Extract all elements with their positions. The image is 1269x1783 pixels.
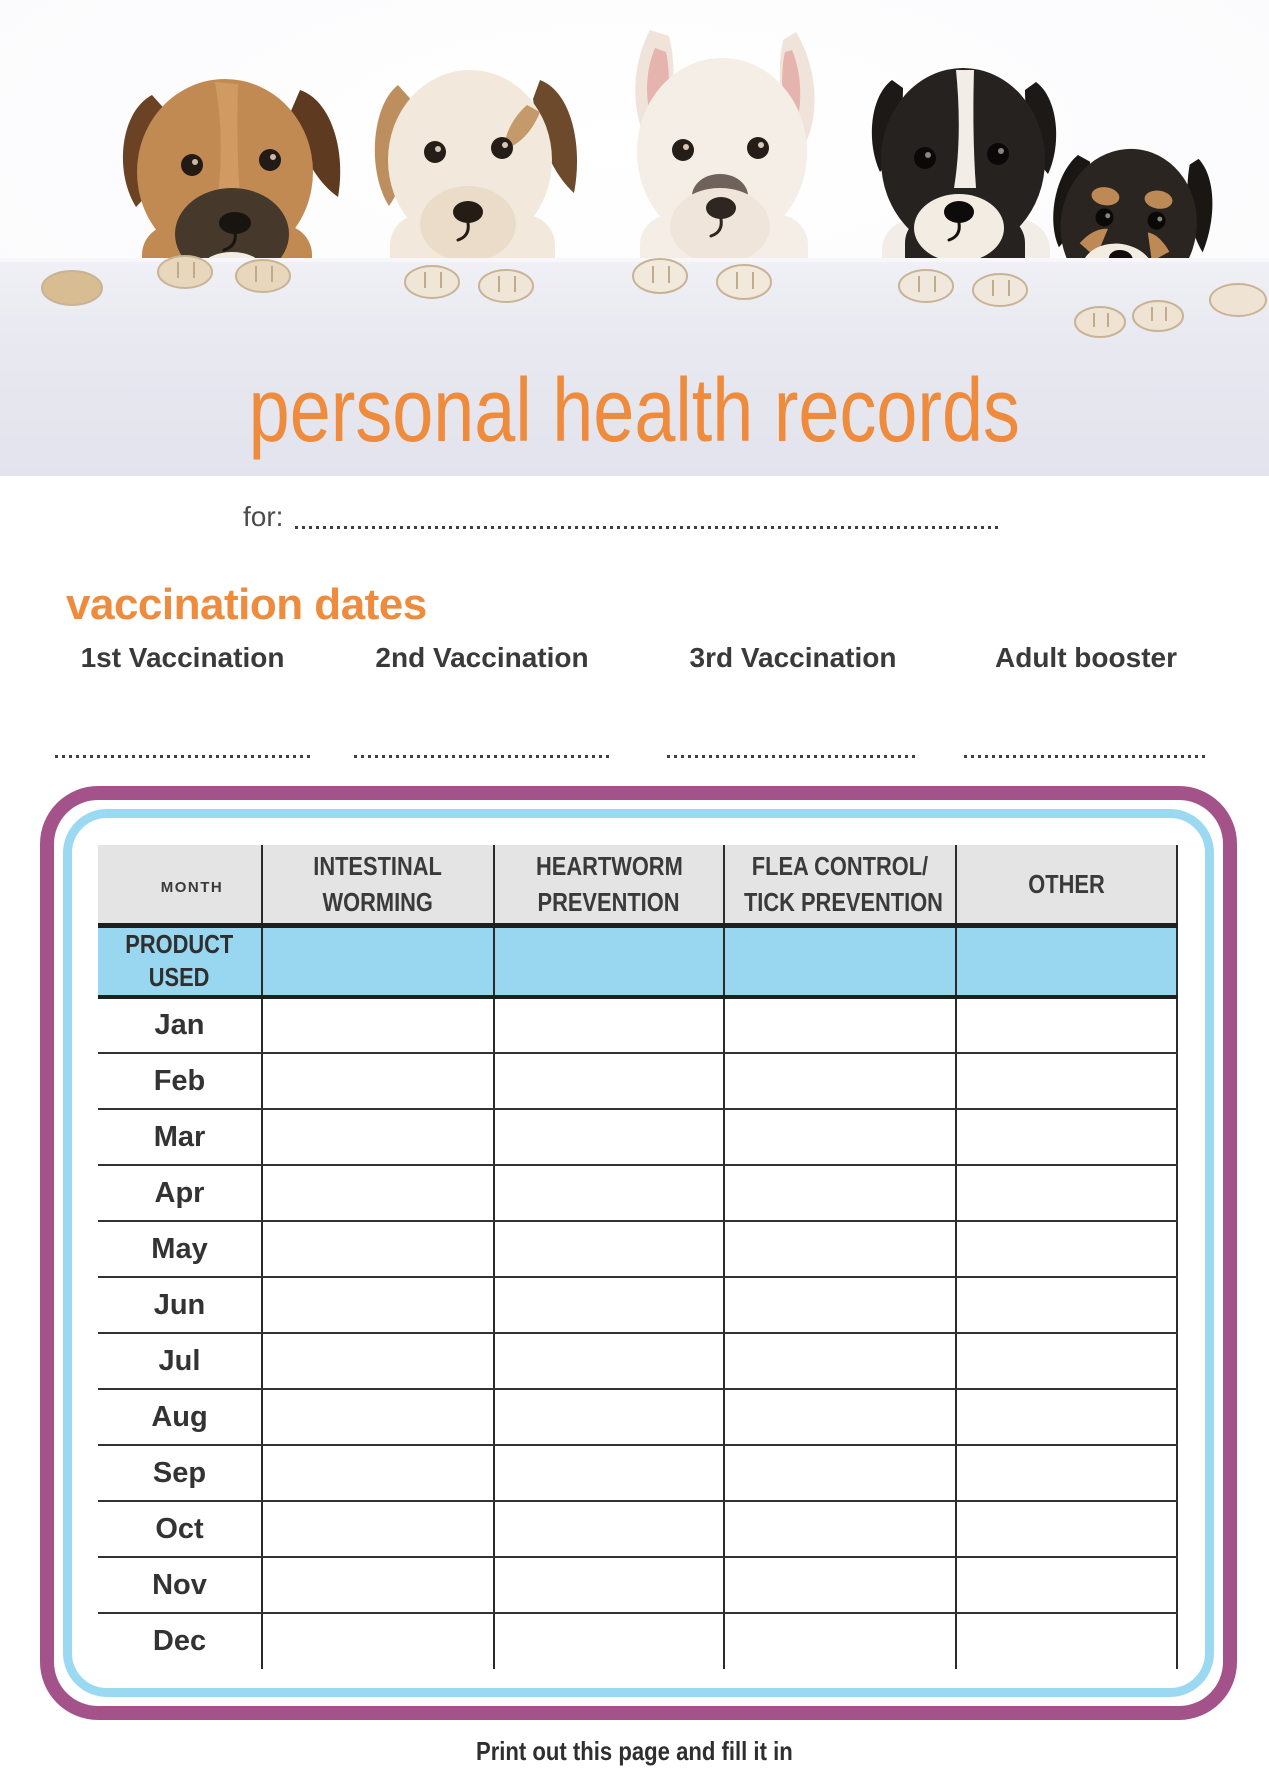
table-row-oct [98, 1501, 1177, 1557]
record-cell [494, 1389, 724, 1445]
record-cell [262, 1389, 494, 1445]
footer-instruction: Print out this page and fill it in [476, 1736, 793, 1766]
owner-line [243, 500, 1001, 534]
record-cell [494, 1221, 724, 1277]
month-label: Oct [98, 1501, 262, 1557]
record-cell [956, 1333, 1177, 1389]
month-column-header: MONTH [98, 845, 262, 925]
record-cell [494, 1557, 724, 1613]
record-cell [956, 1109, 1177, 1165]
record-cell [956, 1053, 1177, 1109]
table-row-nov [98, 1557, 1177, 1613]
table-row-feb [98, 1053, 1177, 1109]
vaccination-col-2 [354, 642, 610, 758]
month-label: Nov [98, 1557, 262, 1613]
record-cell [724, 1221, 956, 1277]
month-label: Mar [98, 1109, 262, 1165]
record-cell [956, 1613, 1177, 1669]
record-cell [262, 1165, 494, 1221]
record-cell [494, 1165, 724, 1221]
record-cell [262, 1277, 494, 1333]
record-cell [262, 1221, 494, 1277]
vaccination-fill-line-1 [55, 755, 310, 758]
record-cell [262, 1501, 494, 1557]
table-row-jul [98, 1333, 1177, 1389]
vaccination-label-1: 1st Vaccination [80, 642, 285, 673]
table-row-may [98, 1221, 1177, 1277]
record-cell [494, 1445, 724, 1501]
product-used-row [98, 925, 1177, 997]
vaccination-col-3 [667, 642, 919, 758]
record-cell [494, 1613, 724, 1669]
record-cell [956, 1389, 1177, 1445]
vaccination-fill-line-2 [354, 755, 610, 758]
record-cell [956, 1221, 1177, 1277]
page-title: personal health records [248, 361, 1021, 461]
record-cell [494, 1501, 724, 1557]
table-row-mar [98, 1109, 1177, 1165]
record-cell [494, 997, 724, 1053]
product-used-label: PRODUCT USED [98, 925, 262, 997]
column-header-heartworm-prevention: HEARTWORM PREVENTION [494, 845, 724, 925]
column-header-other: OTHER [956, 845, 1177, 925]
record-cell [262, 1333, 494, 1389]
record-cell [262, 1109, 494, 1165]
record-cell [724, 1557, 956, 1613]
record-cell [724, 1613, 956, 1669]
table-header-row [98, 845, 1177, 925]
vaccination-fill-line-4 [964, 755, 1208, 758]
product-cell [262, 925, 494, 997]
record-cell [494, 1109, 724, 1165]
column-header-flea-tick-prevention: FLEA CONTROL/ TICK PREVENTION [724, 845, 956, 925]
table-row-dec [98, 1613, 1177, 1669]
table-row-aug [98, 1389, 1177, 1445]
record-cell [724, 1445, 956, 1501]
product-cell [724, 925, 956, 997]
month-label: Jul [98, 1333, 262, 1389]
record-cell [724, 1053, 956, 1109]
record-cell [262, 1053, 494, 1109]
month-label: Aug [98, 1389, 262, 1445]
record-cell [262, 1613, 494, 1669]
for-fill-in-line [295, 526, 1001, 529]
record-cell [724, 1333, 956, 1389]
month-label: Sep [98, 1445, 262, 1501]
vaccination-heading: vaccination dates [66, 580, 427, 629]
record-cell [262, 1445, 494, 1501]
vaccination-label-4: Adult booster [995, 642, 1177, 673]
table-row-apr [98, 1165, 1177, 1221]
record-cell [724, 1109, 956, 1165]
record-cell [262, 997, 494, 1053]
record-cell [724, 1501, 956, 1557]
table-row-sep [98, 1445, 1177, 1501]
for-label: for: [243, 501, 284, 532]
record-cell [956, 1277, 1177, 1333]
record-cell [724, 1389, 956, 1445]
puppies-photo [0, 0, 1269, 476]
vaccination-label-3: 3rd Vaccination [689, 642, 897, 673]
record-cell [262, 1557, 494, 1613]
record-cell [724, 997, 956, 1053]
record-cell [494, 1333, 724, 1389]
table-row-jan [98, 997, 1177, 1053]
table-row-jun [98, 1277, 1177, 1333]
record-cell [956, 1445, 1177, 1501]
record-cell [956, 997, 1177, 1053]
record-cell [724, 1165, 956, 1221]
month-label: Jan [98, 997, 262, 1053]
vaccination-fill-line-3 [667, 755, 919, 758]
month-label: Jun [98, 1277, 262, 1333]
month-label: May [98, 1221, 262, 1277]
record-cell [956, 1165, 1177, 1221]
record-cell [724, 1277, 956, 1333]
record-cell [956, 1557, 1177, 1613]
record-cell [494, 1053, 724, 1109]
month-label: Apr [98, 1165, 262, 1221]
vaccination-col-1 [55, 642, 310, 758]
monthly-record-table [98, 845, 1178, 1669]
product-cell [956, 925, 1177, 997]
record-cell [494, 1277, 724, 1333]
product-cell [494, 925, 724, 997]
record-cell [956, 1501, 1177, 1557]
vaccination-col-4 [964, 642, 1208, 758]
month-label: Dec [98, 1613, 262, 1669]
month-label: Feb [98, 1053, 262, 1109]
vaccination-label-2: 2nd Vaccination [375, 642, 589, 673]
column-header-intestinal-worming: INTESTINAL WORMING [262, 845, 494, 925]
